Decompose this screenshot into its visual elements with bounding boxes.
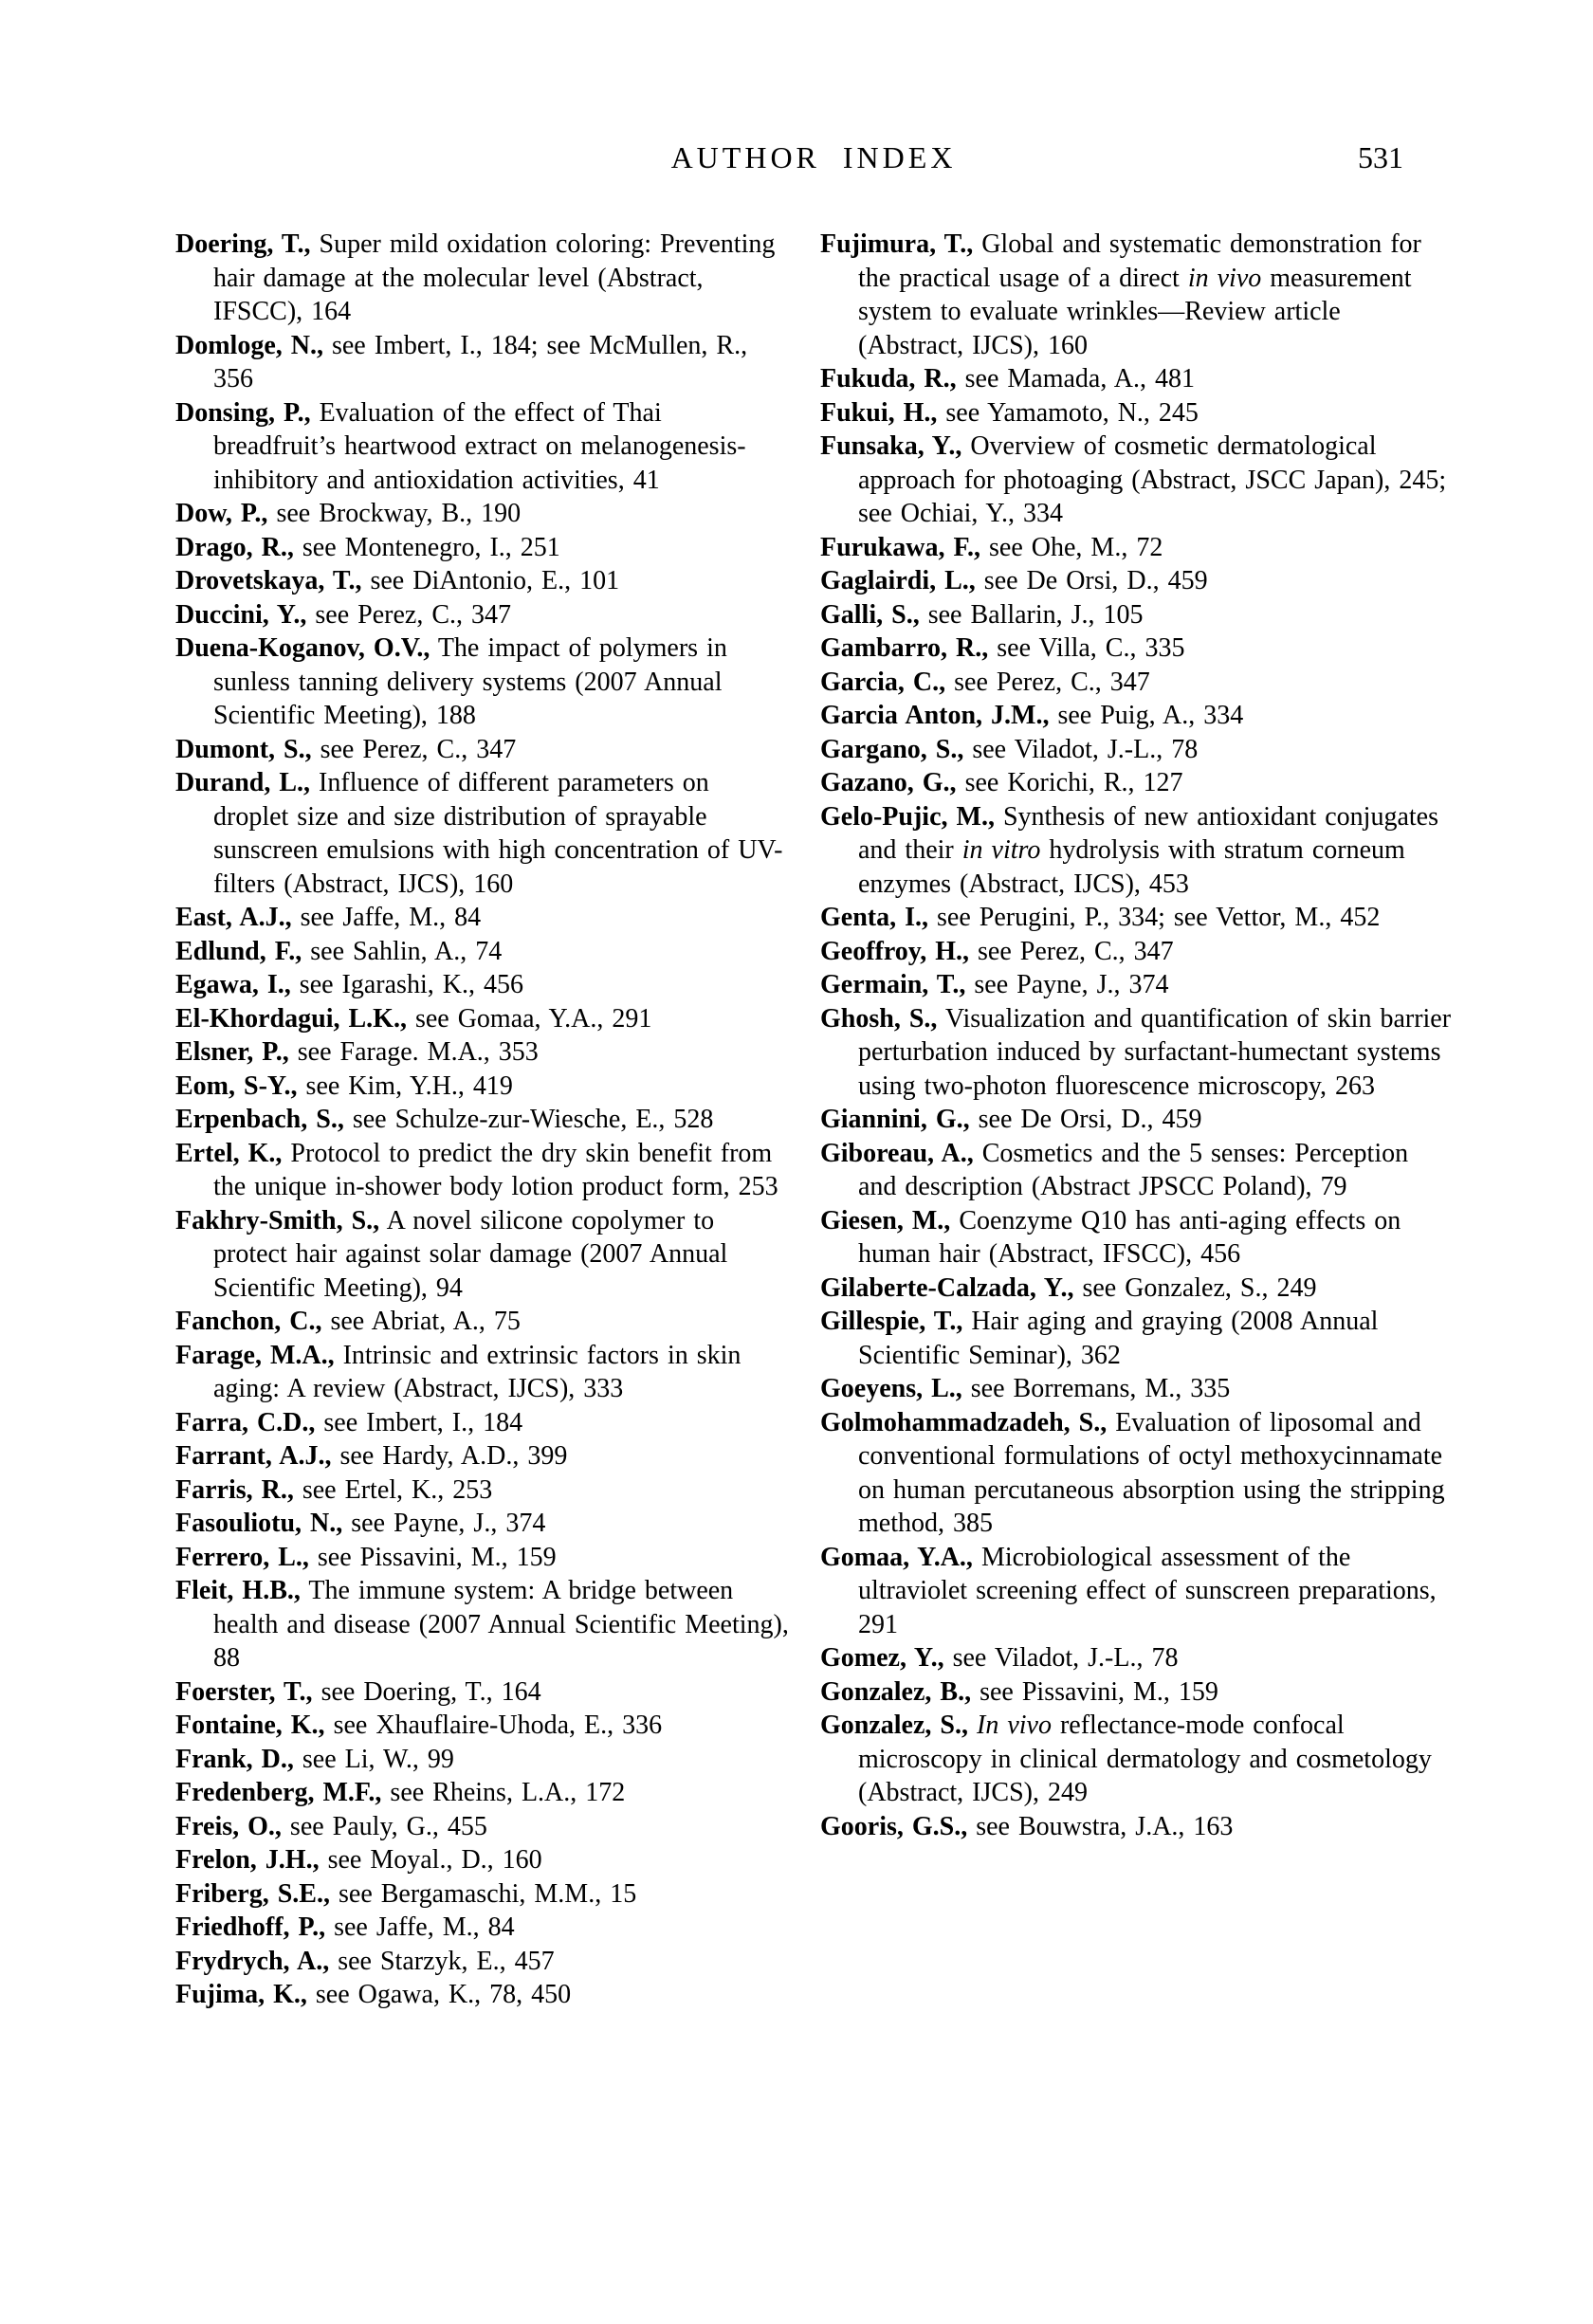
index-entry [820,1810,1454,1844]
index-entry [175,1339,790,1406]
index-entry [175,1743,790,1777]
index-entry [820,362,1454,396]
entry-text: see Rheins, L.A., 172 [381,1778,626,1807]
entry-italic-text: in vitro [961,835,1041,865]
author-name: Donsing, P., [175,397,311,428]
author-name: Gambarro, R., [820,633,989,663]
author-name: Goeyens, L., [820,1374,962,1403]
entry-text: see Ogawa, K., 78, 450 [306,1980,572,2009]
entry-text: Visualization and quantification of skin barrier perturbation induced by surfactant-humectant systems using two-photon fluorescence microscopy, 263 [858,1003,1452,1101]
index-entry [175,228,790,329]
entry-text: Protocol to predict the dry skin benefit from the unique in-shower body lotion product form, 253 [213,1138,778,1201]
entry-text: see De Orsi, D., 459 [969,1105,1202,1134]
author-name: Golmohammadzadeh, S., [820,1407,1108,1437]
index-entry [820,1406,1454,1541]
entry-text: see Abriat, A., 75 [321,1307,521,1336]
index-entry [820,1641,1454,1675]
index-entry [820,766,1454,800]
author-name: Friberg, S.E., [175,1878,330,1909]
entry-text: see Ballarin, J., 105 [919,599,1144,630]
index-entry [175,564,790,598]
entry-text: see Montenegro, I., 251 [293,532,560,562]
index-entry [175,1070,790,1104]
author-name: Giannini, G., [820,1105,970,1134]
page-number: 531 [1358,140,1403,174]
entry-text: see Imbert, I., 184 [315,1407,523,1437]
author-name: Frank, D., [175,1744,294,1774]
author-name: Fleit, H.B., [175,1576,301,1605]
author-name: Dow, P., [175,499,268,528]
entry-text: see Kim, Y.H., 419 [297,1071,513,1101]
index-entry [175,396,790,498]
entry-text: Coenzyme Q10 has anti-aging effects on human hair (Abstract, IFSCC), 456 [858,1205,1401,1269]
author-name: Ferrero, L., [175,1542,309,1572]
index-entry [175,1507,790,1541]
author-name: East, A.J., [175,903,292,932]
index-entry [175,1204,790,1306]
author-name: Freis, O., [175,1811,282,1841]
entry-italic-text: In vivo [977,1711,1052,1740]
entry-text: reflectance-mode confocal microscopy in clinical dermatology and cosmetology (Abstract, IJCS), 249 [858,1711,1432,1807]
index-entry [175,531,790,565]
entry-text: Global and systematic demonstration for the practical usage of a direct [858,229,1421,293]
author-name: Frelon, J.H., [175,1845,320,1875]
entry-text: see Moyal., D., 160 [319,1845,542,1875]
index-entry [820,1272,1454,1306]
entry-italic-text: in vivo [1187,263,1262,293]
index-entry [820,935,1454,969]
author-name: Erpenbach, S., [175,1105,344,1134]
index-entry [175,766,790,901]
entry-text: Cosmetics and the 5 senses: Perception and description (Abstract JPSCC Poland), 79 [858,1138,1409,1201]
entry-text: see Igarashi, K., 456 [290,970,523,999]
index-entry [820,1709,1454,1810]
entry-text: see Bergamaschi, M.M., 15 [330,1878,637,1909]
index-entry [820,1002,1454,1104]
author-name: Fakhry-Smith, S., [175,1205,380,1235]
author-name: Giesen, M., [820,1205,951,1235]
author-name: Drovetskaya, T., [175,566,362,595]
entry-text: see Sahlin, A., 74 [302,936,503,966]
entry-text: see Imbert, I., 184; see McMullen, R., 356 [213,330,748,393]
author-name: Gooris, G.S., [820,1811,968,1841]
author-name: Gillespie, T., [820,1307,963,1336]
author-name: Farris, R., [175,1474,294,1505]
entry-text: see Pauly, G., 455 [281,1811,487,1841]
author-name: Duccini, Y., [175,599,307,630]
entry-text: see Xhauflaire-Uhoda, E., 336 [324,1711,663,1740]
entry-text: A novel silicone copolymer to protect hair against solar damage (2007 Annual Scientific Meeting), 94 [213,1205,728,1303]
entry-text: Synthesis of new antioxidant conjugates and their [858,801,1438,865]
author-name: Ghosh, S., [820,1003,938,1034]
entry-text: see Payne, J., 374 [342,1509,546,1538]
author-name: Garcia, C., [820,667,946,697]
index-entry [820,800,1454,902]
author-name: Gilaberte-Calzada, Y., [820,1272,1074,1303]
index-entry [175,631,790,733]
author-name: Giboreau, A., [820,1138,974,1168]
author-name: Garcia Anton, J.M., [820,701,1050,730]
author-name: Germain, T., [820,970,966,999]
entry-text: see Farage. M.A., 353 [288,1037,539,1067]
index-entry [820,430,1454,531]
index-entry [820,598,1454,632]
author-name: Gargano, S., [820,734,964,764]
entry-text: see Yamamoto, N., 245 [937,397,1199,428]
entry-text: see Ertel, K., 253 [293,1474,493,1505]
author-name: Fredenberg, M.F., [175,1778,382,1807]
index-entry [175,1675,790,1710]
index-entry [175,1473,790,1508]
index-entry [820,564,1454,598]
entry-text: see De Orsi, D., 459 [975,566,1208,595]
index-entry [820,1675,1454,1710]
entry-text: see Jaffe, M., 84 [325,1912,515,1942]
author-name: Eom, S-Y., [175,1071,298,1101]
author-name: Gonzalez, B., [820,1676,972,1707]
index-entry [175,935,790,969]
entry-text: see Bouwstra, J.A., 163 [967,1811,1234,1841]
author-name: Gaglairdi, L., [820,566,976,595]
index-entry [175,1709,790,1743]
author-name: Fujimura, T., [820,229,974,259]
entry-text: Super mild oxidation coloring: Preventing hair damage at the molecular level (Abstract, IFSCC), 164 [213,229,776,326]
entry-text: Influence of different parameters on droplet size and size distribution of sprayable sunscreen emulsions with high concentration of UV-filters (Abstract, IJCS), 160 [213,768,783,899]
author-name: Ertel, K., [175,1138,283,1168]
author-name: Geoffroy, H., [820,936,970,966]
author-name: Gomez, Y., [820,1643,944,1673]
entry-text: see Pissavini, M., 159 [971,1676,1218,1707]
entry-text: see Borremans, M., 335 [961,1374,1231,1403]
entry-text: see Villa, C., 335 [988,633,1185,663]
author-name: Dumont, S., [175,734,312,764]
entry-text: see Gonzalez, S., 249 [1073,1272,1317,1303]
entry-text: see Viladot, J.-L., 78 [963,734,1199,764]
author-name: Fukui, H., [820,397,938,428]
author-name: Farra, C.D., [175,1407,316,1437]
entry-text: see Payne, J., 374 [965,970,1169,999]
entry-text: see Perez, C., 347 [306,599,511,630]
index-entry [820,968,1454,1002]
entry-text: see Doering, T., 164 [312,1676,541,1707]
author-name: Friedhoff, P., [175,1912,326,1942]
index-entry [820,699,1454,733]
author-name: Galli, S., [820,599,920,630]
index-entry [175,968,790,1002]
index-entry [820,1103,1454,1137]
entry-text [968,1711,977,1740]
index-entry [820,1204,1454,1272]
index-column-left [175,228,790,2012]
author-name: Fontaine, K., [175,1711,325,1740]
index-entry [175,1978,790,2012]
author-name: Edlund, F., [175,936,302,966]
author-name: Frydrych, A., [175,1946,330,1976]
entry-text: see Starzyk, E., 457 [329,1946,555,1976]
author-name: Farrant, A.J., [175,1441,332,1471]
entry-text: see Jaffe, M., 84 [291,903,482,932]
author-name: Fujima, K., [175,1980,307,2009]
entry-text: see Hardy, A.D., 399 [331,1441,568,1471]
entry-text: see DiAntonio, E., 101 [361,566,620,595]
author-name: Domloge, N., [175,330,323,360]
index-entry [175,1877,790,1912]
entry-text: see Perez, C., 347 [969,936,1174,966]
author-name: Elsner, P., [175,1037,289,1067]
entry-text: see Brockway, B., 190 [267,499,522,528]
index-entry [820,531,1454,565]
index-entry [820,631,1454,666]
entry-text: see Perez, C., 347 [945,667,1150,697]
entry-text: Hair aging and graying (2008 Annual Scientific Seminar), 362 [858,1307,1379,1370]
entry-text: see Pissavini, M., 159 [308,1542,557,1572]
index-entry [175,1305,790,1339]
index-entry [175,1541,790,1575]
author-name: Fanchon, C., [175,1307,322,1336]
index-entry [175,1406,790,1440]
author-name: Doering, T., [175,229,311,259]
index-column-right [820,228,1454,1843]
entry-text: see Gomaa, Y.A., 291 [406,1003,652,1034]
index-entry [820,396,1454,430]
entry-text: see Perez, C., 347 [311,734,517,764]
author-name: Fasouliotu, N., [175,1509,343,1538]
author-name: Funsaka, Y., [820,431,962,461]
author-name: Fukuda, R., [820,364,957,393]
entry-text: Overview of cosmetic dermatological approach for photoaging (Abstract, JSCC Japan), 245; see Ochiai, Y., 334 [858,431,1447,528]
index-entry [820,228,1454,362]
index-entry [175,1002,790,1036]
author-name: Duena-Koganov, O.V., [175,633,430,663]
entry-text: see Puig, A., 334 [1049,701,1244,730]
entry-text: The immune system: A bridge between health and disease (2007 Annual Scientific Meeting), 88 [213,1576,789,1673]
index-entry [820,1372,1454,1406]
entry-text: see Korichi, R., 127 [956,768,1183,797]
index-entry [820,733,1454,767]
author-name: Gelo-Pujic, M., [820,801,995,832]
author-name: Gazano, G., [820,768,957,797]
index-entry [175,1137,790,1204]
index-entry [820,1541,1454,1642]
author-name: Durand, L., [175,768,311,797]
entry-text: see Mamada, A., 481 [956,364,1196,393]
author-name: Drago, R., [175,532,294,562]
index-entry [175,733,790,767]
entry-text: see Li, W., 99 [293,1744,454,1774]
index-entry [175,1911,790,1945]
index-entry [175,1574,790,1675]
index-entry [820,1305,1454,1372]
index-entry [175,1035,790,1070]
author-name: Farage, M.A., [175,1340,335,1370]
index-entry [820,901,1454,935]
author-name: Furukawa, F., [820,532,981,562]
author-name: Gomaa, Y.A., [820,1542,973,1572]
index-entry [175,1103,790,1137]
index-entry [175,1843,790,1877]
entry-text: see Ohe, M., 72 [980,532,1163,562]
index-entry [175,497,790,531]
page-title: AUTHOR INDEX [670,140,957,174]
entry-text: Intrinsic and extrinsic factors in skin aging: A review (Abstract, IJCS), 333 [213,1340,742,1403]
entry-text: The impact of polymers in sunless tanning delivery systems (2007 Annual Scientific Meeting), 188 [213,633,727,730]
entry-text: see Viladot, J.-L., 78 [943,1643,1179,1673]
index-entry [175,329,790,396]
entry-text: see Schulze-zur-Wiesche, E., 528 [343,1105,714,1134]
index-entry [820,1137,1454,1204]
index-entry [175,1945,790,1979]
index-entry [175,1810,790,1844]
author-name: Genta, I., [820,903,928,932]
entry-text: see Perugini, P., 334; see Vettor, M., 452 [928,903,1381,932]
entry-text: Evaluation of the effect of Thai breadfruit’s heartwood extract on melanogenesis-inhibitory and antioxidation activities, 41 [213,397,746,495]
author-name: Foerster, T., [175,1676,313,1707]
index-entry [820,666,1454,700]
index-entry [175,1439,790,1473]
author-name: Gonzalez, S., [820,1711,968,1740]
entry-text: Microbiological assessment of the ultraviolet screening effect of sunscreen preparations, 291 [858,1542,1437,1639]
entry-text: measurement system to evaluate wrinkles—Review article (Abstract, IJCS), 160 [858,263,1412,360]
entry-text: Evaluation of liposomal and conventional formulations of octyl methoxycinnamate on human percutaneous absorption using the stripping method, 385 [858,1407,1445,1538]
author-name: El-Khordagui, L.K., [175,1003,407,1034]
entry-text: hydrolysis with stratum corneum enzymes (Abstract, IJCS), 453 [858,835,1405,899]
author-name: Egawa, I., [175,970,291,999]
index-entry [175,901,790,935]
index-entry [175,598,790,632]
index-entry [175,1776,790,1810]
